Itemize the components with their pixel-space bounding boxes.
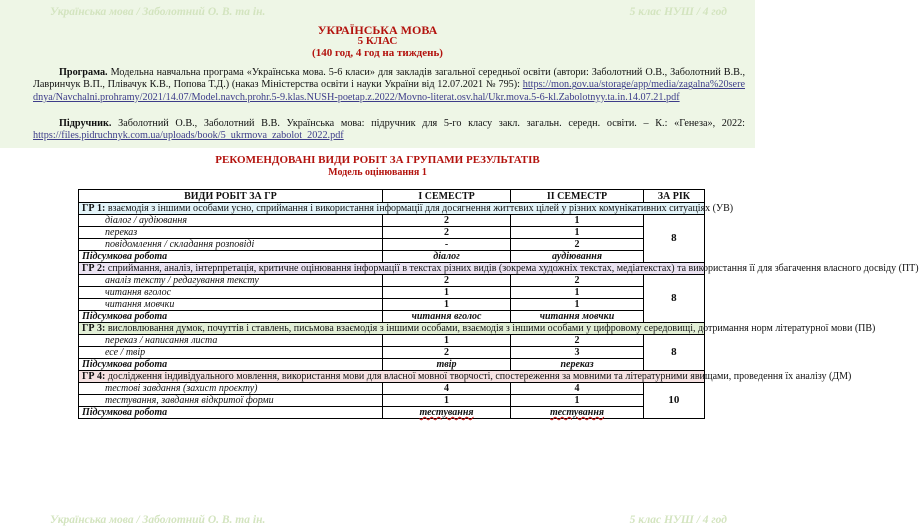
- table-row: [79, 275, 705, 287]
- table-row: [79, 287, 705, 299]
- summary-semester-1: тестування: [382, 407, 510, 419]
- semester-1-value: 4: [382, 383, 510, 395]
- summary-label: Підсумкова робота: [79, 311, 383, 323]
- semester-1-value: -: [382, 239, 510, 251]
- table-row: [79, 239, 705, 251]
- header-semester-1: І СЕМЕСТР: [382, 190, 510, 203]
- summary-semester-1: діалог: [382, 251, 510, 263]
- table-row: [79, 383, 705, 395]
- table-row: [79, 227, 705, 239]
- textbook-link[interactable]: https://files.pidruchnyk.com.ua/uploads/book/5_ukrmova_zabolot_2022.pdf: [33, 130, 344, 142]
- activity-name: переказ: [79, 227, 383, 239]
- semester-2-value: 1: [511, 299, 644, 311]
- summary-row: [79, 407, 705, 419]
- assessment-table: [78, 189, 919, 419]
- semester-2-value: 1: [511, 215, 644, 227]
- table-row: [79, 215, 705, 227]
- year-total: 8: [643, 335, 704, 371]
- header-semester-2: ІІ СЕМЕСТР: [511, 190, 644, 203]
- program-link[interactable]: https://mon.gov.ua/storage/app/media/zagalna%20serednya/Navchalni.prohramy/2021/14.07/Model.navch.prohr.5-9.klas.NUSH-poetap.z.2022/Movno-literat.osv.hal/Ukr.mova.5-6-kl.Zabolotnyy.ta.in.14.07.21.pdf: [33, 79, 745, 103]
- activity-name: тестові завдання (захист проєкту): [79, 383, 383, 395]
- textbook-paragraph: [33, 118, 745, 143]
- semester-1-value: 2: [382, 215, 510, 227]
- table-row: [79, 335, 705, 347]
- running-footer: [0, 508, 755, 528]
- doc-title: УКРАЇНСЬКА МОВА: [317, 23, 438, 37]
- summary-semester-2: аудіювання: [511, 251, 644, 263]
- semester-2-value: 4: [511, 383, 644, 395]
- activity-name: діалог / аудіювання: [79, 215, 383, 227]
- textbook-text: Заболотний О.В., Заболотний В.В. Українська мова: підручник для 5-го класу закл. загальн. середн. освіти. – К.: «Генеза», 2022:: [118, 118, 746, 129]
- summary-label: Підсумкова робота: [79, 359, 383, 371]
- table-row: [79, 347, 705, 359]
- header-year: ЗА РІК: [643, 190, 704, 203]
- semester-1-value: 1: [382, 299, 510, 311]
- group-description: ГР 3: висловлювання думок, почуттів і ставлень, письмова взаємодія з іншими особами, взаємодія з іншими особами у цифровому середовищі, дотримання норм літературної мови (ПВ): [79, 323, 705, 335]
- running-header-left: Українська мова / Заболотний О. В. та ін.: [50, 6, 266, 18]
- semester-2-value: 3: [511, 347, 644, 359]
- program-paragraph: [33, 67, 745, 104]
- program-label: Програма.: [59, 67, 108, 78]
- group-description: ГР 4: дослідження індивідуального мовлення, використання мови для власної мовної творчості, спостереження за мовними та літературними явищами, проведення їх аналізу (ДМ): [79, 371, 705, 383]
- running-header: [0, 0, 755, 20]
- semester-1-value: 1: [382, 287, 510, 299]
- semester-2-value: 1: [511, 227, 644, 239]
- section-title: РЕКОМЕНДОВАНІ ВИДИ РОБІТ ЗА ГРУПАМИ РЕЗУЛЬТАТІВ: [215, 154, 540, 166]
- summary-label: Підсумкова робота: [79, 251, 383, 263]
- running-footer-left: Українська мова / Заболотний О. В. та ін.: [50, 514, 266, 526]
- semester-2-value: 1: [511, 287, 644, 299]
- activity-name: аналіз тексту / редагування тексту: [79, 275, 383, 287]
- summary-semester-2: читання мовчки: [511, 311, 644, 323]
- doc-hours: (140 год, 4 год на тиждень): [312, 47, 443, 59]
- semester-1-value: 2: [382, 227, 510, 239]
- activity-name: читання вголос: [79, 287, 383, 299]
- group-row: [79, 371, 705, 383]
- running-footer-right: 5 клас НУШ / 4 год: [629, 514, 727, 526]
- summary-semester-1: читання вголос: [382, 311, 510, 323]
- summary-semester-1: твір: [382, 359, 510, 371]
- activity-name: повідомлення / складання розповіді: [79, 239, 383, 251]
- doc-grade: 5 КЛАС: [357, 35, 398, 47]
- table-header-row: [79, 190, 705, 203]
- header-activity: ВИДИ РОБІТ ЗА ГР: [79, 190, 383, 203]
- semester-1-value: 2: [382, 275, 510, 287]
- group-row: [79, 323, 705, 335]
- semester-1-value: 2: [382, 347, 510, 359]
- table-row: [79, 395, 705, 407]
- summary-row: [79, 311, 705, 323]
- summary-row: [79, 251, 705, 263]
- year-total: 8: [643, 275, 704, 323]
- group-description: ГР 1: взаємодія з іншими особами усно, сприймання і використання інформації для досягнення життєвих цілей у різних комунікативних ситуаціях (УВ): [79, 203, 705, 215]
- textbook-label: Підручник.: [59, 118, 112, 129]
- semester-2-value: 2: [511, 275, 644, 287]
- table-row: [79, 299, 705, 311]
- summary-semester-2: тестування: [511, 407, 644, 419]
- year-total: 8: [643, 215, 704, 263]
- activity-name: есе / твір: [79, 347, 383, 359]
- summary-label: Підсумкова робота: [79, 407, 383, 419]
- running-header-right: 5 клас НУШ / 4 год: [629, 6, 727, 18]
- activity-name: читання мовчки: [79, 299, 383, 311]
- semester-2-value: 1: [511, 395, 644, 407]
- group-description: ГР 2: сприймання, аналіз, інтерпретація, критичне оцінювання інформації в текстах різних видів (зокрема художніх текстах, медіатекстах) та використання її для збагачення власного досвіду (ПТ): [79, 263, 705, 275]
- semester-2-value: 2: [511, 335, 644, 347]
- group-row: [79, 263, 705, 275]
- year-total: 10: [643, 383, 704, 419]
- activity-name: переказ / написання листа: [79, 335, 383, 347]
- summary-semester-2: переказ: [511, 359, 644, 371]
- semester-1-value: 1: [382, 395, 510, 407]
- group-row: [79, 203, 705, 215]
- program-text: Модельна навчальна програма «Українська мова. 5-6 класи» для закладів загальної середньої освіти (автори: Заболотний О.В., Заболотний В.В., Лавринчук В.П., Плівачук К.В., Попова Т.Д.) (наказ Міністерства освіти і науки України від 12.07.2021 № 795):: [33, 67, 746, 91]
- section-subtitle: Модель оцінювання 1: [328, 167, 427, 178]
- activity-name: тестування, завдання відкритої форми: [79, 395, 383, 407]
- summary-row: [79, 359, 705, 371]
- semester-1-value: 1: [382, 335, 510, 347]
- semester-2-value: 2: [511, 239, 644, 251]
